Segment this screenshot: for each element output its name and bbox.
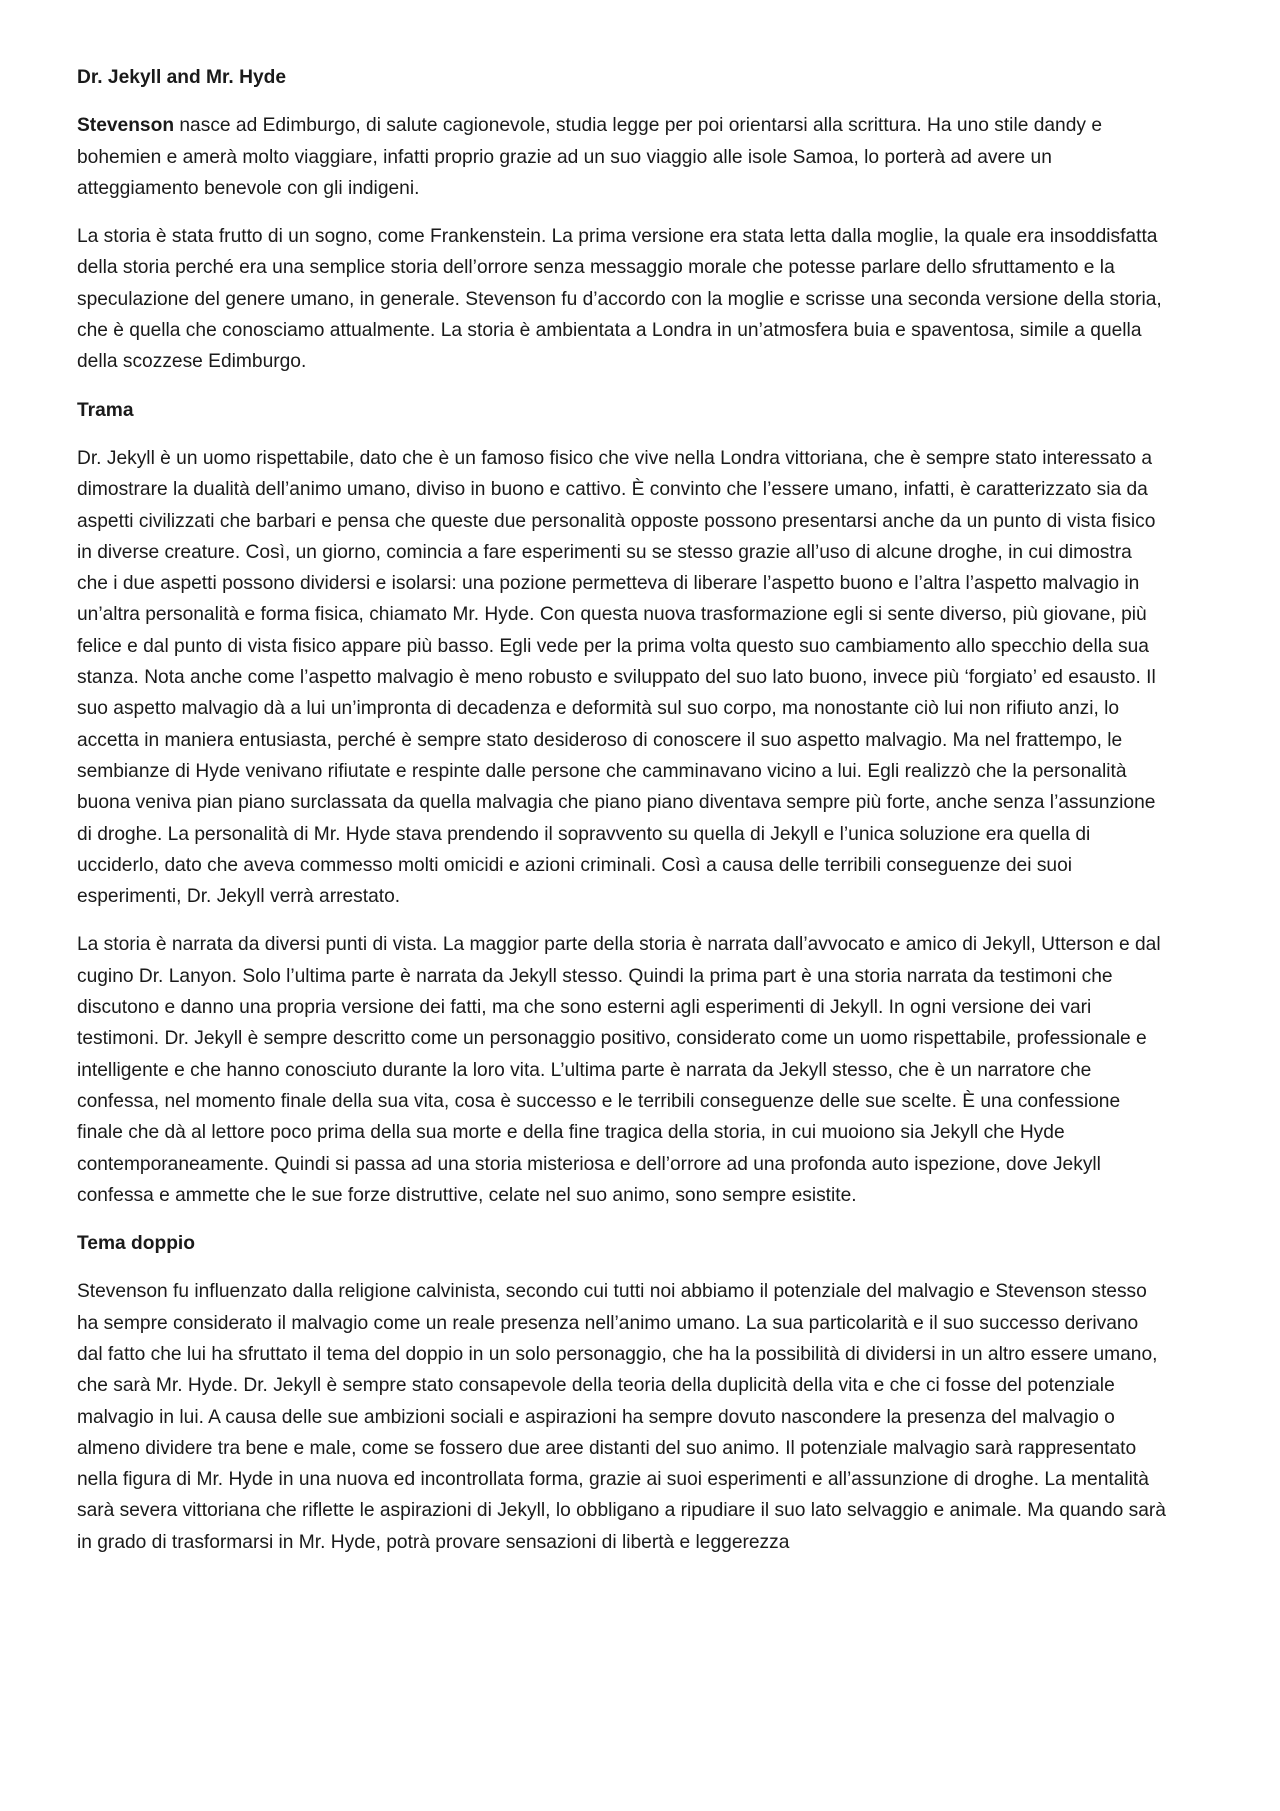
intro-lead-word: Stevenson (77, 115, 175, 137)
document-title: Dr. Jekyll and Mr. Hyde (77, 67, 287, 88)
section-heading-trama: Trama (77, 399, 134, 421)
document-page (77, 62, 1167, 1575)
intro-paragraph (77, 110, 1167, 204)
paragraph-origin: La storia è stata frutto di un sogno, come Frankenstein. La prima versione era stata letta dalla moglie, la quale era insoddisfatta della storia perché era una semplice storia dell’orrore senza messaggio morale che potesse parlare dello sfruttamento e la speculazione del genere umano, in generale. Stevenson fu d’accordo con la moglie e scrisse una seconda versione della storia, che è quella che conosciamo attualmente. La storia è ambientata a Londra in un’atmosfera buia e spaventosa, simile a quella della scozzese Edimburgo. (77, 226, 1162, 373)
paragraph-trama-plot: Dr. Jekyll è un uomo rispettabile, dato che è un famoso fisico che vive nella Londra vittoriana, che è sempre stato interessato a dimostrare la dualità dell’animo umano, diviso in buono e cattivo. È convinto che l’essere umano, infatti, è caratterizzato sia da aspetti civilizzati che barbari e pensa che queste due personalità opposte possono presentarsi anche da un punto di vista fisico in diverse creature. Così, un giorno, comincia a fare esperimenti su se stesso grazie all’uso di alcune droghe, in cui dimostra che i due aspetti possono dividersi e isolarsi: una pozione permetteva di liberare l’aspetto buono e l’altra l’aspetto malvagio in un’altra personalità e forma fisica, chiamato Mr. Hyde. Con questa nuova trasformazione egli si sente diverso, più giovane, più felice e dal punto di vista fisico appare più basso. Egli vede per la prima volta questo suo cambiamento allo specchio della sua stanza. Nota anche come l’aspetto malvagio è meno robusto e sviluppato del suo lato buono, invece più ‘forgiato’ ed esausto. Il suo aspetto malvagio dà a lui un’impronta di decadenza e deformità sul suo corpo, ma nonostante ciò lui non rifiuto anzi, lo accetta in maniera entusiasta, perché è sempre stato desideroso di conoscere il suo aspetto malvagio. Ma nel frattempo, le sembianze di Hyde venivano rifiutate e respinte dalle persone che camminavano vicino a lui. Egli realizzò che la personalità buona veniva pian piano surclassata da quella malvagia che piano piano diventava sempre più forte, anche senza l’assunzione di droghe. La personalità di Mr. Hyde stava prendendo il sopravvento su quella di Jekyll e l’unica soluzione era quella di ucciderlo, dato che aveva commesso molti omicidi e azioni criminali. Così a causa delle terribili conseguenze dei suoi esperimenti, Dr. Jekyll verrà arrestato. (77, 447, 1156, 908)
paragraph-tema-doppio: Stevenson fu influenzato dalla religione calvinista, secondo cui tutti noi abbiamo il potenziale del malvagio e Stevenson stesso ha sempre considerato il malvagio come un reale presenza nell’animo umano. La sua particolarità e il suo successo derivano dal fatto che lui ha sfruttato il tema del doppio in un solo personaggio, che ha la possibilità di dividersi in un altro essere umano, che sarà Mr. Hyde. Dr. Jekyll è sempre stato consapevole della teoria della duplicità della vita e che ci fosse del potenziale malvagio in lui. A causa delle sue ambizioni sociali e aspirazioni ha sempre dovuto nascondere la presenza del malvagio o almeno dividere tra bene e male, come se fossero due aree distanti del suo animo. Il potenziale malvagio sarà rappresentato nella figura di Mr. Hyde in una nuova ed incontrollata forma, grazie ai suoi esperimenti e all’assunzione di droghe. La mentalità sarà severa vittoriana che riflette le aspirazioni di Jekyll, lo obbligano a ripudiare il suo lato selvaggio e animale. Ma quando sarà in grado di trasformarsi in Mr. Hyde, potrà provare sensazioni di libertà e leggerezza (77, 1281, 1166, 1553)
intro-text: nasce ad Edimburgo, di salute cagionevole, studia legge per poi orientarsi alla scrittura. Ha uno stile dandy e bohemien e amerà molto viaggiare, infatti proprio grazie ad un suo viaggio alle isole Samoa, lo porterà ad avere un atteggiamento benevole con gli indigeni. (77, 115, 1102, 199)
paragraph-trama-narration: La storia è narrata da diversi punti di vista. La maggior parte della storia è narrata dall’avvocato e amico di Jekyll, Utterson e dal cugino Dr. Lanyon. Solo l’ultima parte è narrata da Jekyll stesso. Quindi la prima part è una storia narrata da testimoni che discutono e danno una propria versione dei fatti, ma che sono esterni agli esperimenti di Jekyll. In ogni versione dei vari testimoni. Dr. Jekyll è sempre descritto come un personaggio positivo, considerato come un uomo rispettabile, professionale e intelligente e che hanno conosciuto durante la loro vita. L’ultima parte è narrata da Jekyll stesso, che è un narratore che confessa, nel momento finale della sua vita, cosa è successo e le terribili conseguenze delle sue scelte. È una confessione finale che dà al lettore poco prima della sua morte e della fine tragica della storia, in cui muoiono sia Jekyll che Hyde contemporaneamente. Quindi si passa ad una storia misteriosa e dell’orrore ad una profonda auto ispezione, dove Jekyll confessa e ammette che le sue forze distruttive, celate nel suo animo, sono sempre esistite. (77, 934, 1161, 1206)
section-heading-tema-doppio: Tema doppio (77, 1233, 195, 1255)
